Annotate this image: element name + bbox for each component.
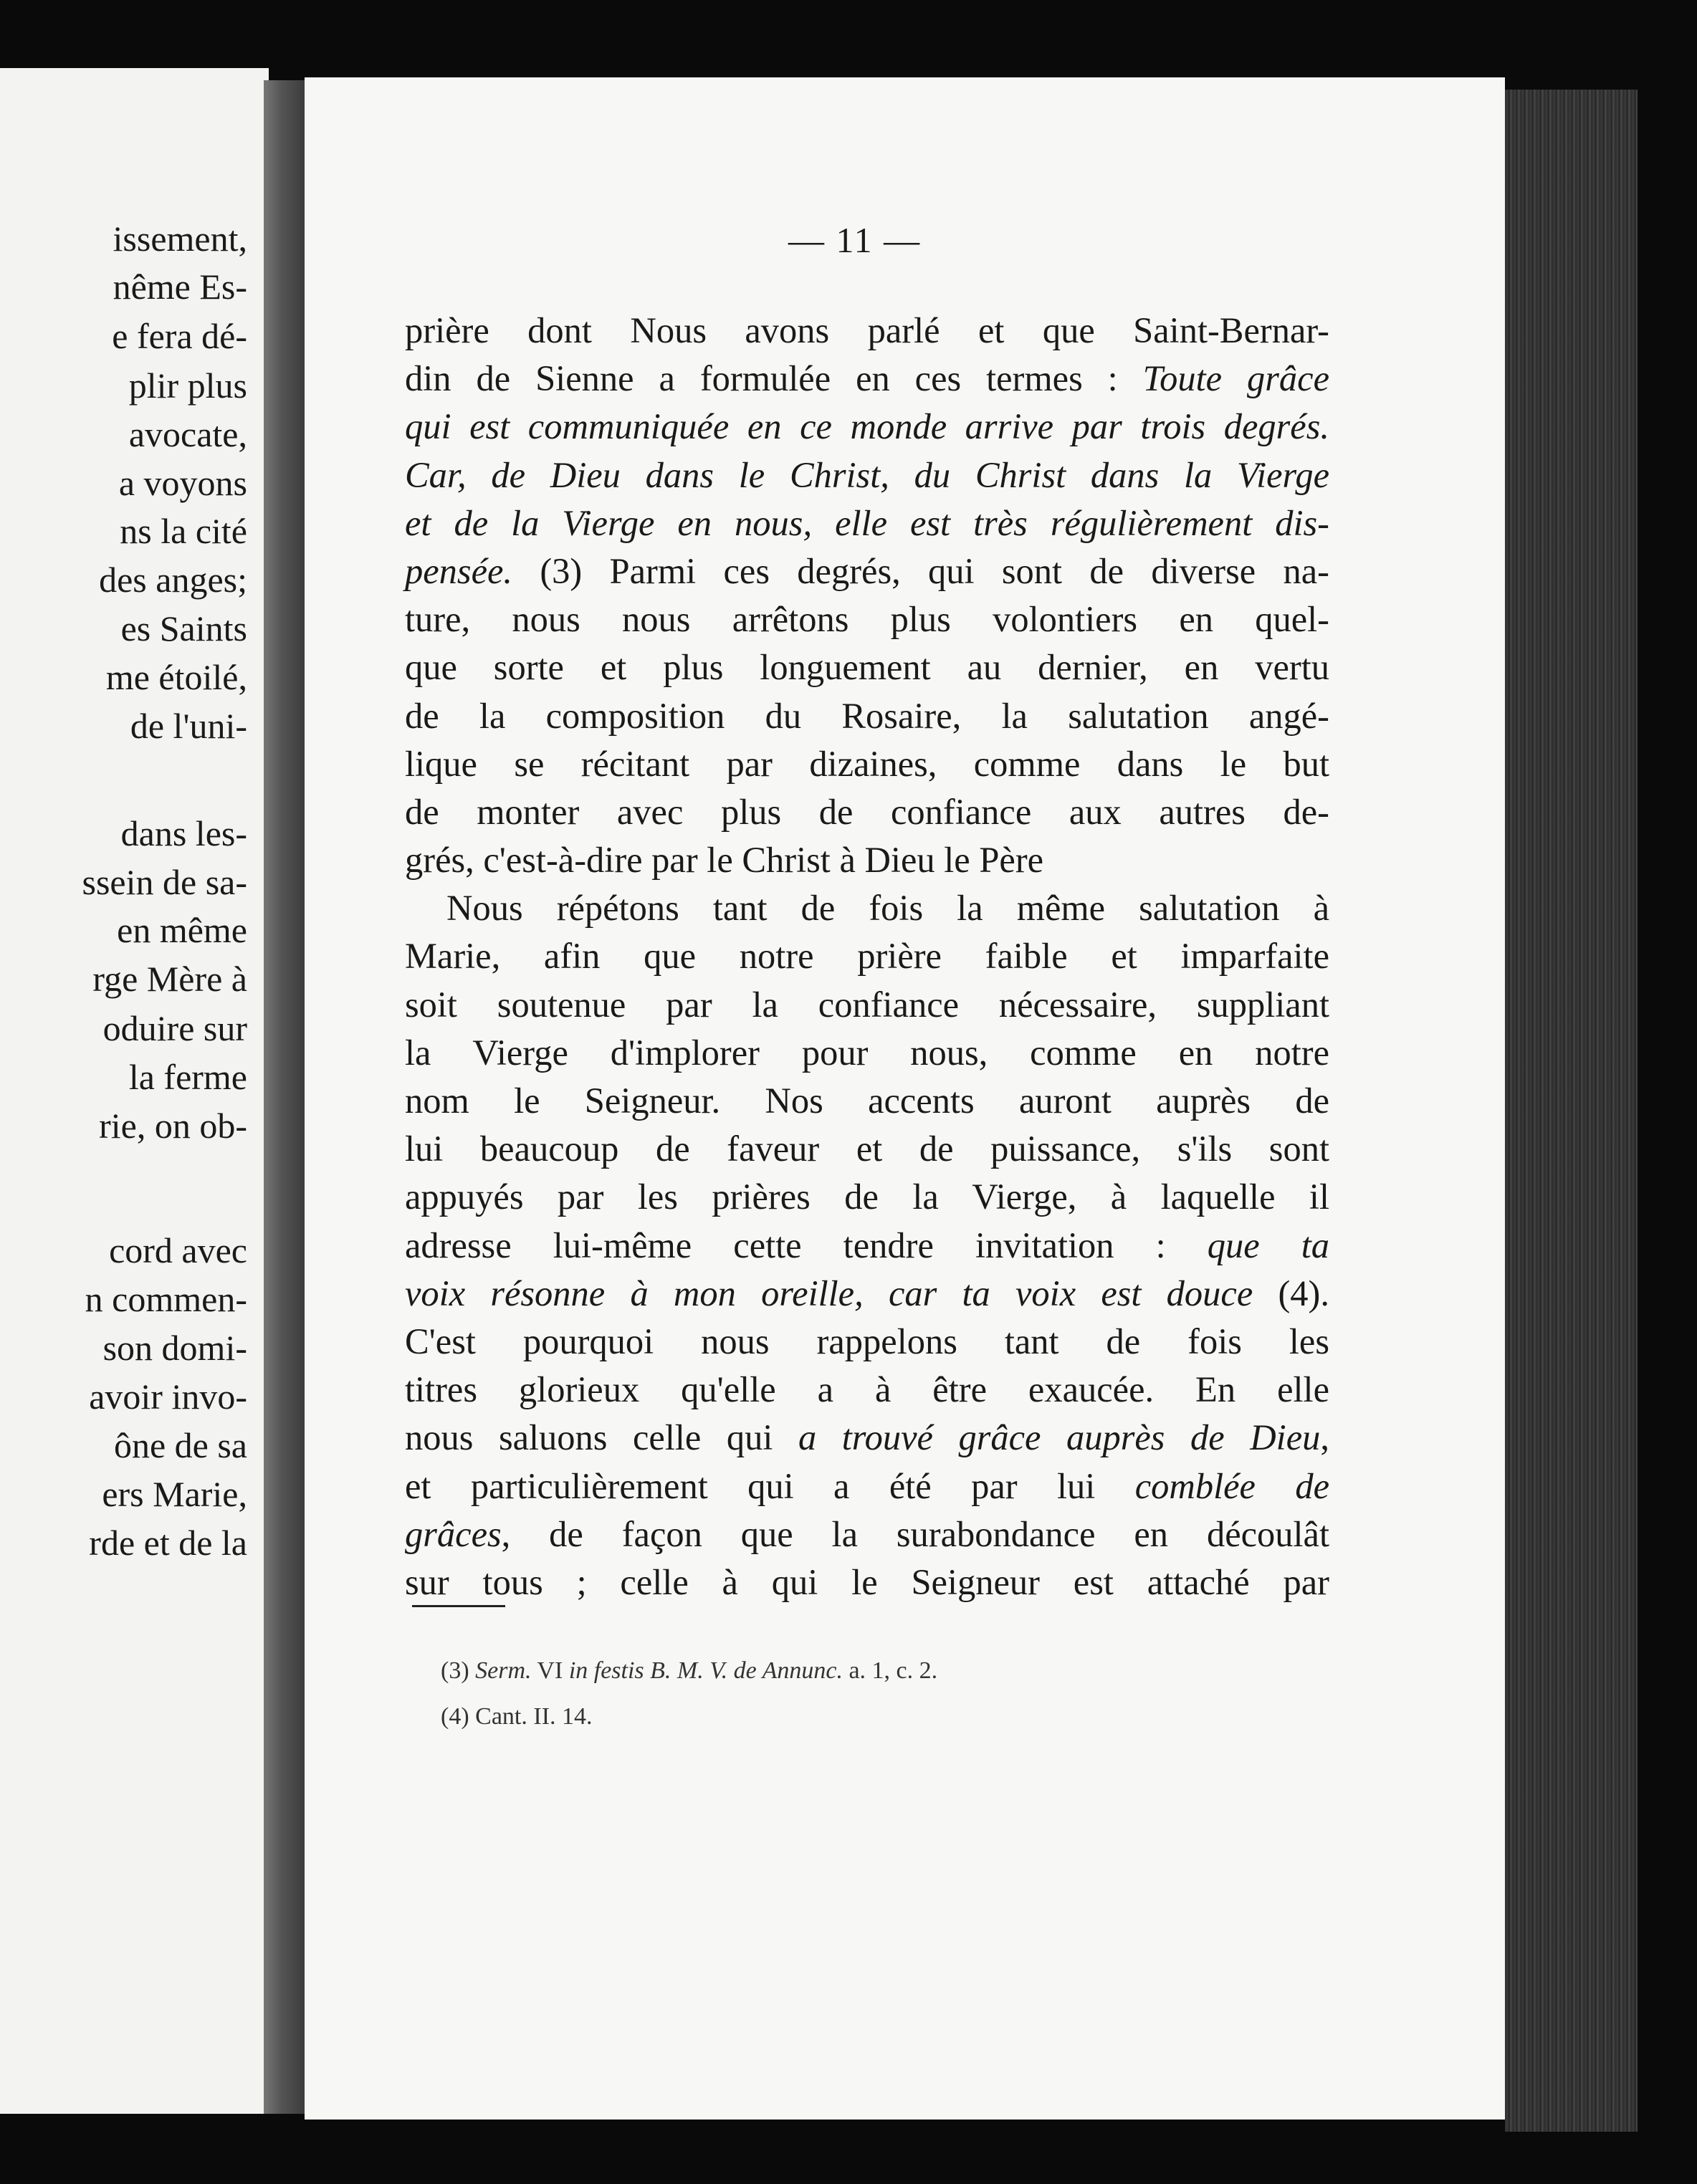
footnote-separator xyxy=(412,1605,505,1607)
text-line xyxy=(405,1029,1329,1077)
previous-page-line: ssein de sa- xyxy=(82,862,247,902)
text-run: lui beaucoup de faveur et de puissance, s'ils sont xyxy=(405,1129,1329,1169)
body-text xyxy=(405,307,1329,1606)
text-run: de monter avec plus de confiance aux autres de- xyxy=(405,791,1329,832)
italic-text: a trouvé grâce auprès de Dieu xyxy=(798,1417,1321,1458)
footnote-text: in festis B. M. V. de Annunc. xyxy=(568,1657,843,1684)
italic-text: et de la Vierge en nous, elle est très régulièrement dis- xyxy=(405,502,1329,543)
text-run: (3) Parmi ces degrés, qui sont de diverse na- xyxy=(512,550,1329,591)
previous-page xyxy=(0,68,269,2114)
italic-text: qui est communiquée en ce monde arrive par trois degrés. xyxy=(405,406,1329,447)
previous-page-line: a voyons xyxy=(118,463,247,503)
text-run: soit soutenue par la confiance nécessaire, suppliant xyxy=(405,984,1329,1025)
text-run: ture, nous nous arrêtons plus volontiers en quel- xyxy=(405,599,1329,640)
text-line xyxy=(405,1318,1329,1366)
footnote xyxy=(441,1694,937,1740)
previous-page-line: ns la cité xyxy=(120,511,247,551)
previous-page-line: es Saints xyxy=(120,608,247,648)
previous-page-line: rge Mère à xyxy=(92,959,247,999)
italic-text: comblée de xyxy=(1134,1465,1329,1506)
text-line xyxy=(405,547,1329,595)
previous-page-line: dans les- xyxy=(120,813,247,853)
text-run: la Vierge d'implorer pour nous, comme en notre xyxy=(405,1032,1329,1073)
previous-page-line: la ferme xyxy=(128,1057,247,1097)
previous-page-line: ône de sa xyxy=(113,1425,247,1465)
text-line xyxy=(405,1366,1329,1414)
previous-page-line: ers Marie, xyxy=(102,1474,247,1514)
footnote xyxy=(441,1648,937,1694)
previous-page-line: n commen- xyxy=(85,1279,247,1319)
text-line xyxy=(405,1173,1329,1221)
text-run: lique se récitant par dizaines, comme dans le but xyxy=(405,743,1329,784)
text-line xyxy=(405,692,1329,740)
page-number: — 11 — xyxy=(788,220,922,260)
footnote-text: Cant. II. 14. xyxy=(475,1703,593,1730)
italic-text: Car, de Dieu dans le Christ, du Christ dans la Vierge xyxy=(405,454,1329,495)
italic-text: grâces xyxy=(405,1513,502,1554)
text-run: C'est pourquoi nous rappelons tant de fois les xyxy=(405,1321,1329,1361)
text-run: sur tous ; celle à qui le Seigneur est attaché par xyxy=(405,1561,1329,1602)
text-line xyxy=(405,932,1329,980)
previous-page-line: oduire sur xyxy=(102,1008,247,1048)
book-page-edges xyxy=(1505,90,1638,2132)
italic-text: pensée. xyxy=(405,550,513,591)
text-line xyxy=(405,307,1329,355)
footnote-text: a. 1, c. 2. xyxy=(842,1657,938,1684)
text-line xyxy=(405,836,1329,884)
text-line xyxy=(405,1270,1329,1318)
previous-page-line: son domi- xyxy=(102,1328,247,1368)
text-run: nous saluons celle qui xyxy=(405,1417,798,1458)
page-gutter-shadow xyxy=(264,80,307,2114)
footnote-text: VI xyxy=(531,1657,569,1684)
previous-page-line: cord avec xyxy=(109,1230,247,1270)
text-run: titres glorieux qu'elle a à être exaucée. En elle xyxy=(405,1369,1329,1410)
text-line xyxy=(405,1077,1329,1125)
italic-text: que ta xyxy=(1207,1225,1329,1265)
previous-page-line: en même xyxy=(117,910,247,950)
previous-page-line: issement, xyxy=(113,219,247,259)
previous-page-line: de l'uni- xyxy=(130,706,247,746)
text-run: que sorte et plus longuement au dernier, en vertu xyxy=(405,647,1329,688)
text-line xyxy=(405,884,1329,932)
previous-page-line: nême Es- xyxy=(113,267,247,307)
previous-page-line: avoir invo- xyxy=(89,1376,247,1417)
text-run: Nous répétons tant de fois la même salutation à xyxy=(446,888,1329,929)
previous-page-line: rie, on ob- xyxy=(99,1106,247,1146)
previous-page-line: me étoilé, xyxy=(105,657,247,697)
text-line xyxy=(405,740,1329,788)
text-run: de la composition du Rosaire, la salutation angé- xyxy=(405,695,1329,736)
text-line xyxy=(405,1125,1329,1173)
text-line xyxy=(405,981,1329,1029)
text-line xyxy=(405,643,1329,691)
text-line xyxy=(405,1414,1329,1462)
text-run: prière dont Nous avons parlé et que Saint-Bernar- xyxy=(405,310,1329,350)
text-run: din de Sienne a formulée en ces termes : xyxy=(405,358,1143,399)
italic-text: voix résonne à mon oreille, car ta voix est douce xyxy=(405,1273,1253,1313)
text-line xyxy=(405,1462,1329,1510)
footnotes xyxy=(441,1648,937,1740)
text-line xyxy=(405,1510,1329,1558)
footnote-number: (4) xyxy=(441,1703,476,1730)
previous-page-line: avocate, xyxy=(128,414,247,454)
previous-page-line: rde et de la xyxy=(89,1523,247,1563)
text-line xyxy=(405,355,1329,403)
text-run: Marie, afin que notre prière faible et imparfaite xyxy=(405,936,1329,977)
text-run: appuyés par les prières de la Vierge, à laquelle il xyxy=(405,1177,1329,1217)
previous-page-line: e fera dé- xyxy=(112,316,247,356)
text-run: , xyxy=(1320,1417,1329,1458)
text-run: (4). xyxy=(1253,1273,1329,1313)
text-run: adresse lui-même cette tendre invitation : xyxy=(405,1225,1208,1265)
text-line xyxy=(405,1222,1329,1270)
text-line xyxy=(405,403,1329,451)
text-line xyxy=(405,1558,1329,1606)
text-line xyxy=(405,788,1329,836)
text-line xyxy=(405,451,1329,499)
text-run: et particulièrement qui a été par lui xyxy=(405,1465,1135,1506)
text-line xyxy=(405,595,1329,643)
footnote-text: Serm. xyxy=(475,1657,532,1684)
text-run: grés, c'est-à-dire par le Christ à Dieu le Père xyxy=(405,840,1044,881)
text-line xyxy=(405,499,1329,547)
text-run: , de façon que la surabondance en découlât xyxy=(501,1513,1329,1554)
text-run: nom le Seigneur. Nos accents auront auprès de xyxy=(405,1081,1329,1121)
footnote-number: (3) xyxy=(441,1657,476,1684)
previous-page-line: plir plus xyxy=(128,365,247,406)
italic-text: Toute grâce xyxy=(1142,358,1329,399)
previous-page-line: des anges; xyxy=(99,560,247,600)
